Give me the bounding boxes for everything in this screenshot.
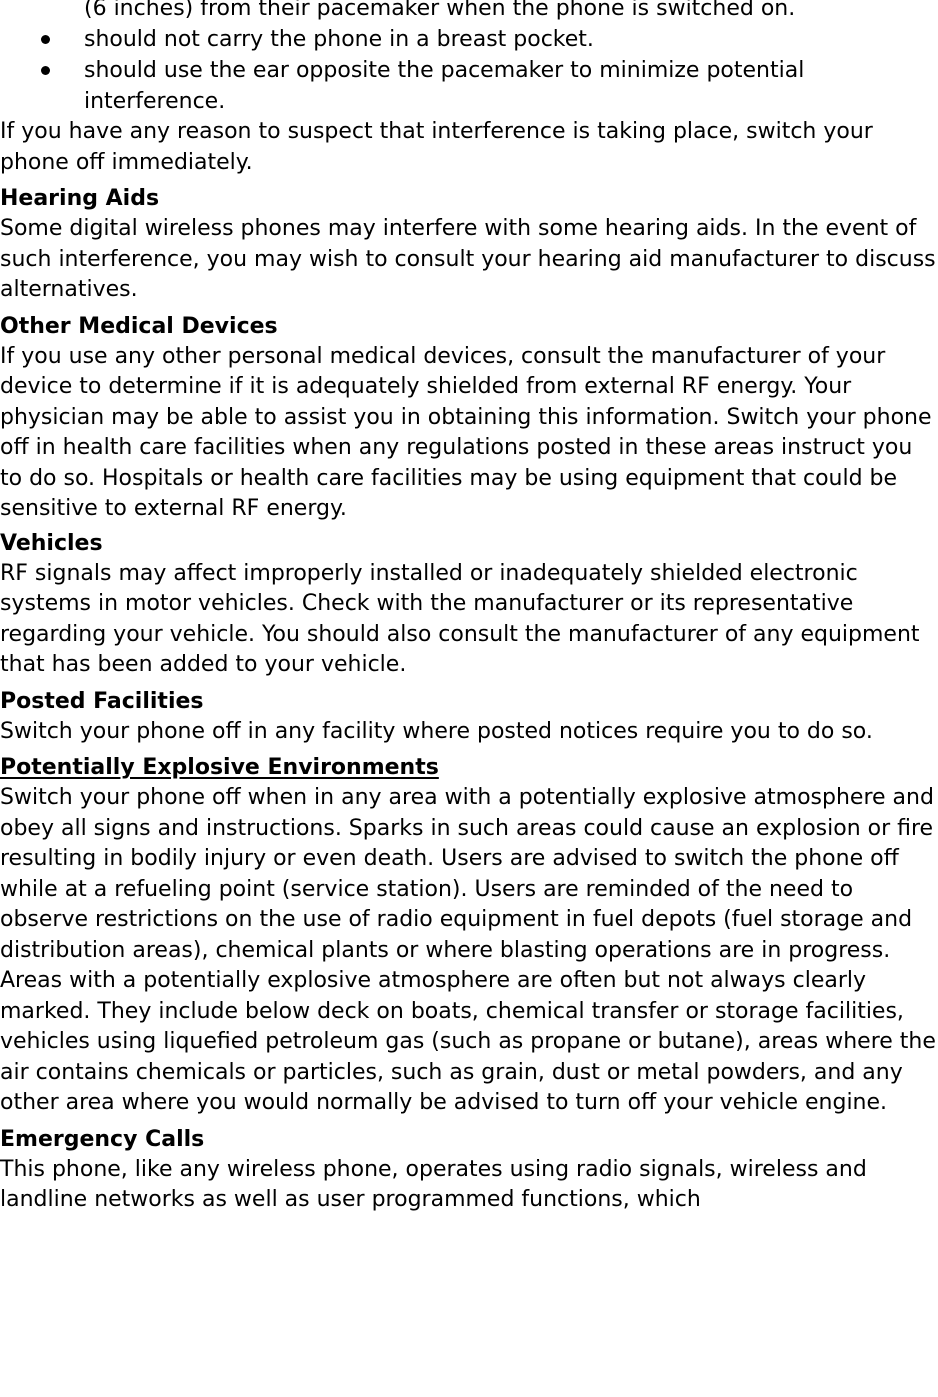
section-heading-potentially-explosive-environments: Potentially Explosive Environments: [0, 755, 439, 780]
bullet-dot-icon: [41, 35, 50, 44]
section-body-hearing-aids: Some digital wireless phones may interfere with some hearing aids. In the event of such interference, you may wish to consult your hearing aid manufacturer to discuss alternatives.: [0, 216, 936, 302]
section-heading-other-medical-devices: Other Medical Devices: [0, 313, 278, 339]
bullet-item: [0, 24, 938, 55]
section-body-emergency-calls: This phone, like any wireless phone, operates using radio signals, wireless and landline networks as well as user programmed functions, which: [0, 1156, 867, 1212]
section-body-vehicles: RF signals may affect improperly installed or inadequately shielded electronic systems in motor vehicles. Check with the manufacturer or its representative regarding your vehicle. You should also consult the manufacturer of any equipment that has been added to your vehicle.: [0, 560, 920, 677]
section-body-posted-facilities: Switch your phone off in any facility where posted notices require you to do so.: [0, 718, 873, 744]
section-body-other-medical-devices: If you use any other personal medical devices, consult the manufacturer of your device to determine if it is adequately shielded from external RF energy. Your physician may be able to assist you in obtaining this information. Switch your phone off in health care facilities when any regulations posted in these areas instruct you to do so. Hospitals or health care facilities may be using equipment that could be sensitive to external RF energy.: [0, 343, 932, 521]
section-body-potentially-explosive-environments: Switch your phone off when in any area with a potentially explosive atmosphere and obey all signs and instructions. Sparks in such areas could cause an explosion or fire resulting in bodily injury or even death. Users are advised to switch the phone off while at a refueling point (service station). Users are reminded of the need to observe restrictions on the use of radio equipment in fuel depots (fuel storage and distribution areas), chemical plants or where blasting operations are in progress. Areas with a potentially explosive atmosphere are often but not always clearly marked. They include below deck on boats, chemical transfer or storage facilities, vehicles using liquefied petroleum gas (such as propane or butane), areas where the air contains chemicals or particles, such as grain, dust or metal powders, and any other area where you would normally be advised to turn off your vehicle engine.: [0, 785, 936, 1115]
bullet-item: [0, 55, 938, 117]
bullet-continuation-text: (6 inches) from their pacemaker when the phone is switched on.: [84, 0, 796, 21]
bullet-dot-icon: [41, 66, 50, 75]
section-heading-posted-facilities: Posted Facilities: [0, 688, 204, 714]
pacemaker-bullet-list: [0, 0, 938, 117]
pacemaker-closing-paragraph: If you have any reason to suspect that interference is taking place, switch your phone off immediately.: [0, 119, 873, 175]
bullet-item-text: should use the ear opposite the pacemaker to minimize potential interference.: [84, 58, 805, 114]
section-heading-vehicles: Vehicles: [0, 530, 103, 556]
section-heading-emergency-calls: Emergency Calls: [0, 1126, 205, 1152]
bullet-item-text: should not carry the phone in a breast pocket.: [84, 27, 594, 52]
section-heading-hearing-aids: Hearing Aids: [0, 186, 160, 211]
